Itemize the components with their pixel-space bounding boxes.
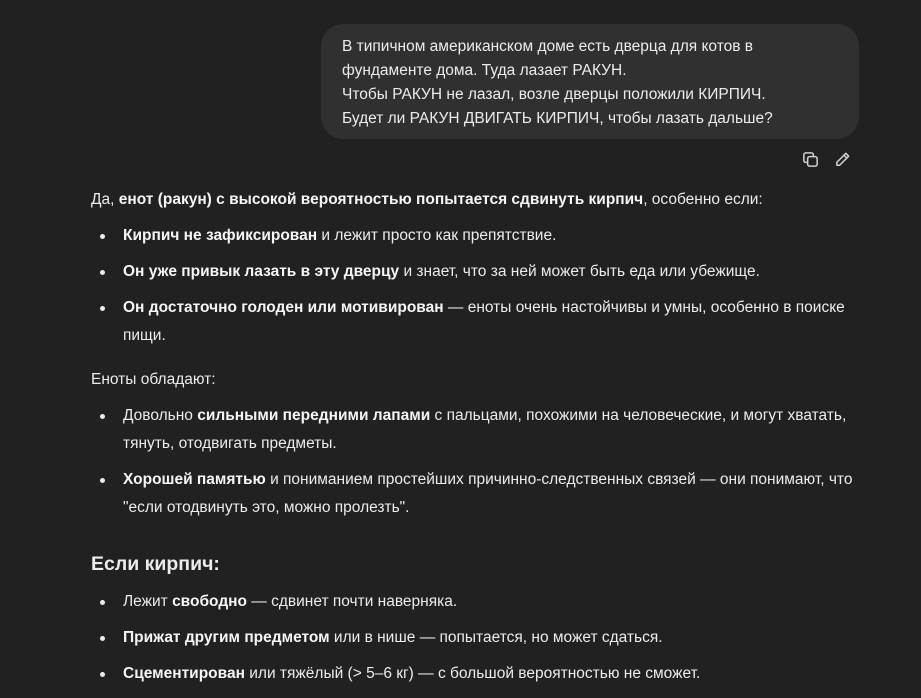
list-item-text: Лежит (123, 593, 173, 610)
list-item-bold: Он уже привык лазать в эту дверцу (123, 263, 400, 280)
user-message-line: фундаменте дома. Туда лазает РАКУН. (342, 62, 627, 79)
list-item-text: или в нише — попытается, но может сдаться. (329, 629, 663, 646)
copy-icon (801, 150, 820, 169)
list-item-text: Довольно (123, 407, 198, 424)
answer-intro-text: Да, (91, 191, 119, 208)
user-message-line: Будет ли РАКУН ДВИГАТЬ КИРПИЧ, чтобы лазать дальше? (342, 110, 773, 127)
list-item (91, 624, 871, 652)
list-item-text: с пальцами, похожими на человеческие, и могут хватать, тянуть, отодвигать предметы. (123, 407, 847, 452)
assistant-answer (91, 186, 871, 688)
list-item (91, 588, 871, 616)
list-item-text: — еноты очень настойчивы и умны, особенно в поиске пищи. (123, 299, 845, 344)
answer-intro (91, 186, 871, 214)
list-item (91, 466, 871, 522)
list-item-bold: Хорошей памятью (123, 471, 266, 488)
user-message-actions (800, 149, 852, 169)
list-item-bold: сильными передними лапами (197, 407, 431, 424)
list-item (91, 402, 871, 458)
list-item (91, 222, 871, 250)
user-message-line: В типичном американском доме есть дверца для котов в (342, 38, 754, 55)
list-item-text: — сдвинет почти наверняка. (246, 593, 458, 610)
list-item-bold: Сцементирован (123, 665, 245, 682)
list-item (91, 258, 871, 286)
answer-intro-bold: енот (ракун) с высокой вероятностью попытается сдвинуть кирпич (118, 191, 644, 208)
user-message-bubble (321, 24, 859, 139)
abilities-list (91, 402, 871, 522)
pencil-icon (833, 150, 852, 169)
list-item-bold: свободно (172, 593, 247, 610)
list-item-text: и лежит просто как препятствие. (317, 227, 557, 244)
answer-intro-text: , особенно если: (643, 191, 763, 208)
section-heading: Если кирпич: (91, 553, 220, 575)
list-item (91, 660, 871, 688)
user-message-line: Чтобы РАКУН не лазал, возле дверцы положили КИРПИЧ. (342, 86, 766, 103)
copy-button[interactable] (800, 149, 820, 169)
list-item-bold: Он достаточно голоден или мотивирован (123, 299, 444, 316)
list-item-text: и пониманием простейших причинно-следственных связей — они понимают, что "если отодвинуть это, можно пролезть". (123, 471, 853, 516)
list-item (91, 294, 871, 350)
brick-cases-list (91, 588, 871, 688)
conditions-list (91, 222, 871, 350)
list-item-text: и знает, что за ней может быть еда или убежище. (399, 263, 760, 280)
list-item-text: или тяжёлый (> 5–6 кг) — с большой вероятностью не сможет. (244, 665, 701, 682)
abilities-intro: Еноты обладают: (91, 371, 216, 388)
edit-button[interactable] (832, 149, 852, 169)
list-item-bold: Прижат другим предметом (123, 629, 330, 646)
list-item-bold: Кирпич не зафиксирован (123, 227, 318, 244)
